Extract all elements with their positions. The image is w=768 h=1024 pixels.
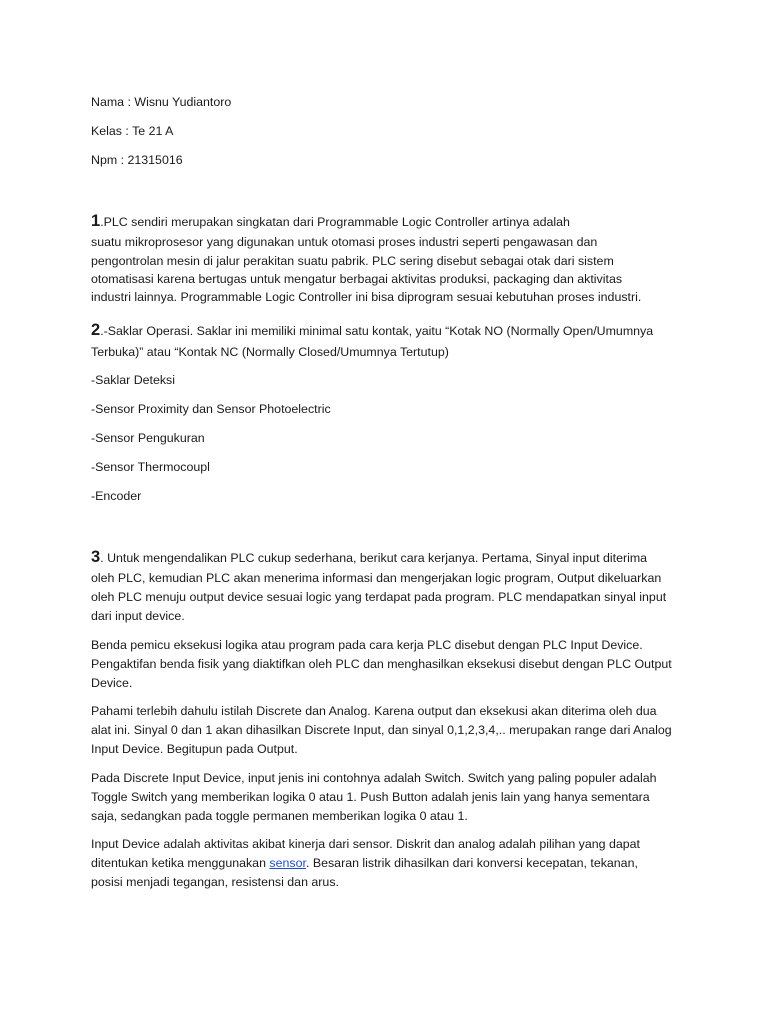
student-npm: Npm : 21315016 — [91, 153, 183, 167]
q1-line-4: otomatisasi karena bertugas untuk mengatur berbagai aktivitas produksi, packaging dan aktivitas — [91, 272, 623, 286]
q3-p1-line-3: oleh PLC menuju output device sesuai logic yang terdapat pada program. PLC mendapatkan sinyal input — [91, 590, 667, 604]
q3-p4-line-2: Toggle Switch yang memberikan logika 0 atau 1. Push Button adalah jenis lain yang hanya sementara — [91, 790, 650, 804]
q1-line-3: pengontrolan mesin di jalur perakitan suatu pabrik. PLC sering disebut sebagai otak dari sistem — [91, 254, 614, 268]
q2-number: 2 — [91, 321, 101, 339]
q1-number: 1 — [91, 212, 101, 230]
q1-line-2: suatu mikroprosesor yang digunakan untuk otomasi proses industri seperti pengawasan dan — [91, 235, 598, 249]
q3-p2-line-2: Pengaktifan benda fisik yang diaktifkan oleh PLC dan menghasilkan eksekusi disebut dengan PLC Output — [91, 657, 672, 671]
q3-p5-line-1: Input Device adalah aktivitas akibat kinerja dari sensor. Diskrit dan analog adalah pilihan yang dapat — [91, 837, 640, 851]
student-class: Kelas : Te 21 A — [91, 124, 174, 138]
q1-line-5: industri lainnya. Programmable Logic Controller ini bisa diprogram sesuai kebutuhan proses industri. — [91, 290, 642, 304]
q3-p4-line-1: Pada Discrete Input Device, input jenis ini contohnya adalah Switch. Switch yang paling populer adalah — [91, 771, 657, 785]
q2-item-1: -Saklar Deteksi — [91, 373, 176, 387]
student-name: Nama : Wisnu Yudiantoro — [91, 95, 232, 109]
q3-p4-line-3: saja, sedangkan pada toggle permanen memberikan logika 0 atau 1. — [91, 809, 468, 823]
q2-item-3: -Sensor Pengukuran — [91, 431, 205, 445]
q3-p1-line-1: 3. Untuk mengendalikan PLC cukup sederhana, berikut cara kerjanya. Pertama, Sinyal input diterima — [91, 548, 648, 566]
sensor-link[interactable]: sensor — [269, 856, 306, 870]
q3-p3-line-3: Input Device. Begitupun pada Output. — [91, 742, 298, 756]
q3-p2-line-1: Benda pemicu eksekusi logika atau program pada cara kerja PLC disebut dengan PLC Input Device. — [91, 638, 643, 652]
q2-line-2: Terbuka)” atau “Kontak NC (Normally Closed/Umumnya Tertutup) — [91, 345, 449, 359]
q3-p5-line-2: ditentukan ketika menggunakan sensor. Besaran listrik dihasilkan dari konversi kecepatan, tekanan, — [91, 856, 638, 870]
q3-p2-line-3: Device. — [91, 676, 133, 690]
q2-item-4: -Sensor Thermocoupl — [91, 460, 210, 474]
q3-p1-line-2: oleh PLC, kemudian PLC akan menerima informasi dan mengerjakan logic program, Output dikeluarkan — [91, 571, 662, 585]
q3-number: 3 — [91, 548, 101, 566]
q2-item-5: -Encoder — [91, 489, 142, 503]
q2-item-2: -Sensor Proximity dan Sensor Photoelectric — [91, 402, 331, 416]
q3-p5-line-3: posisi menjadi tegangan, resistensi dan arus. — [91, 875, 339, 889]
q3-p3-line-1: Pahami terlebih dahulu istilah Discrete dan Analog. Karena output dan eksekusi akan diterima oleh dua — [91, 704, 657, 718]
q2-line-1: 2.-Saklar Operasi. Saklar ini memiliki minimal satu kontak, yaitu “Kotak NO (Normally Open/Umumnya — [91, 321, 654, 339]
q1-line-1: 1.PLC sendiri merupakan singkatan dari Programmable Logic Controller artinya adalah — [91, 212, 570, 230]
q3-p1-line-4: dari input device. — [91, 609, 185, 623]
q3-p3-line-2: alat ini. Sinyal 0 dan 1 akan dihasilkan Discrete Input, dan sinyal 0,1,2,3,4,.. merupakan range dari Analog — [91, 723, 672, 737]
